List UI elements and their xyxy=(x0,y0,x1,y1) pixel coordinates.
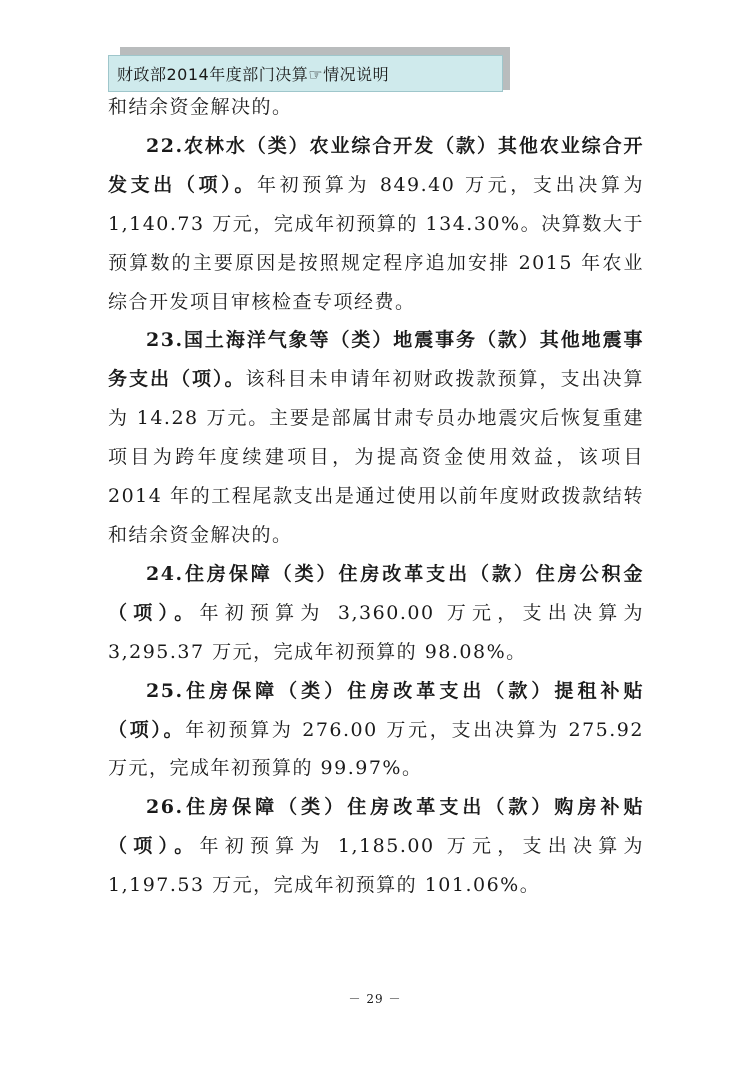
item-heading: 25.住房保障（类）住房改革支出（款）提租补贴（项）。 xyxy=(108,679,644,741)
item-22 xyxy=(108,127,644,322)
item-body: 年初预算为 276.00 万元，支出决算为 275.92 万元，完成年初预算的 99.97%。 xyxy=(108,718,644,780)
item-body: 该科目未申请年初财政拨款预算，支出决算为 14.28 万元。主要是部属甘肃专员办地震灾后恢复重建项目为跨年度续建项目，为提高资金使用效益，该项目 2014 年的工程尾款支出是通过使用以前年度财政拨款结转和结余资金解决的。 xyxy=(108,368,644,546)
item-24 xyxy=(108,555,644,672)
item-heading: 23.国土海洋气象等（类）地震事务（款）其他地震事务支出（项）。 xyxy=(108,329,644,391)
item-body: 年初预算为 849.40 万元，支出决算为 1,140.73 万元，完成年初预算的 134.30%。决算数大于预算数的主要原因是按照规定程序追加安排 2015 年农业综合开发项目审核检查专项经费。 xyxy=(108,173,644,313)
document-body xyxy=(108,88,644,905)
item-23 xyxy=(108,321,644,554)
header-title: 财政部2014年度部门决算☞情况说明 xyxy=(117,65,390,84)
page-number: － 29 － xyxy=(348,992,402,1006)
item-body: 年初预算为 1,185.00 万元，支出决算为 1,197.53 万元，完成年初预算的 101.06%。 xyxy=(108,835,644,897)
continuation-paragraph: 和结余资金解决的。 xyxy=(108,96,293,118)
item-25 xyxy=(108,672,644,789)
running-header xyxy=(108,55,503,92)
item-body: 年初预算为 3,360.00 万元，支出决算为 3,295.37 万元，完成年初预算的 98.08%。 xyxy=(108,601,644,663)
item-heading: 26.住房保障（类）住房改革支出（款）购房补贴（项）。 xyxy=(108,796,644,858)
item-heading: 22.农林水（类）农业综合开发（款）其他农业综合开发支出（项）。 xyxy=(108,134,644,196)
item-heading: 24.住房保障（类）住房改革支出（款）住房公积金（项）。 xyxy=(108,562,644,624)
item-26 xyxy=(108,788,644,905)
